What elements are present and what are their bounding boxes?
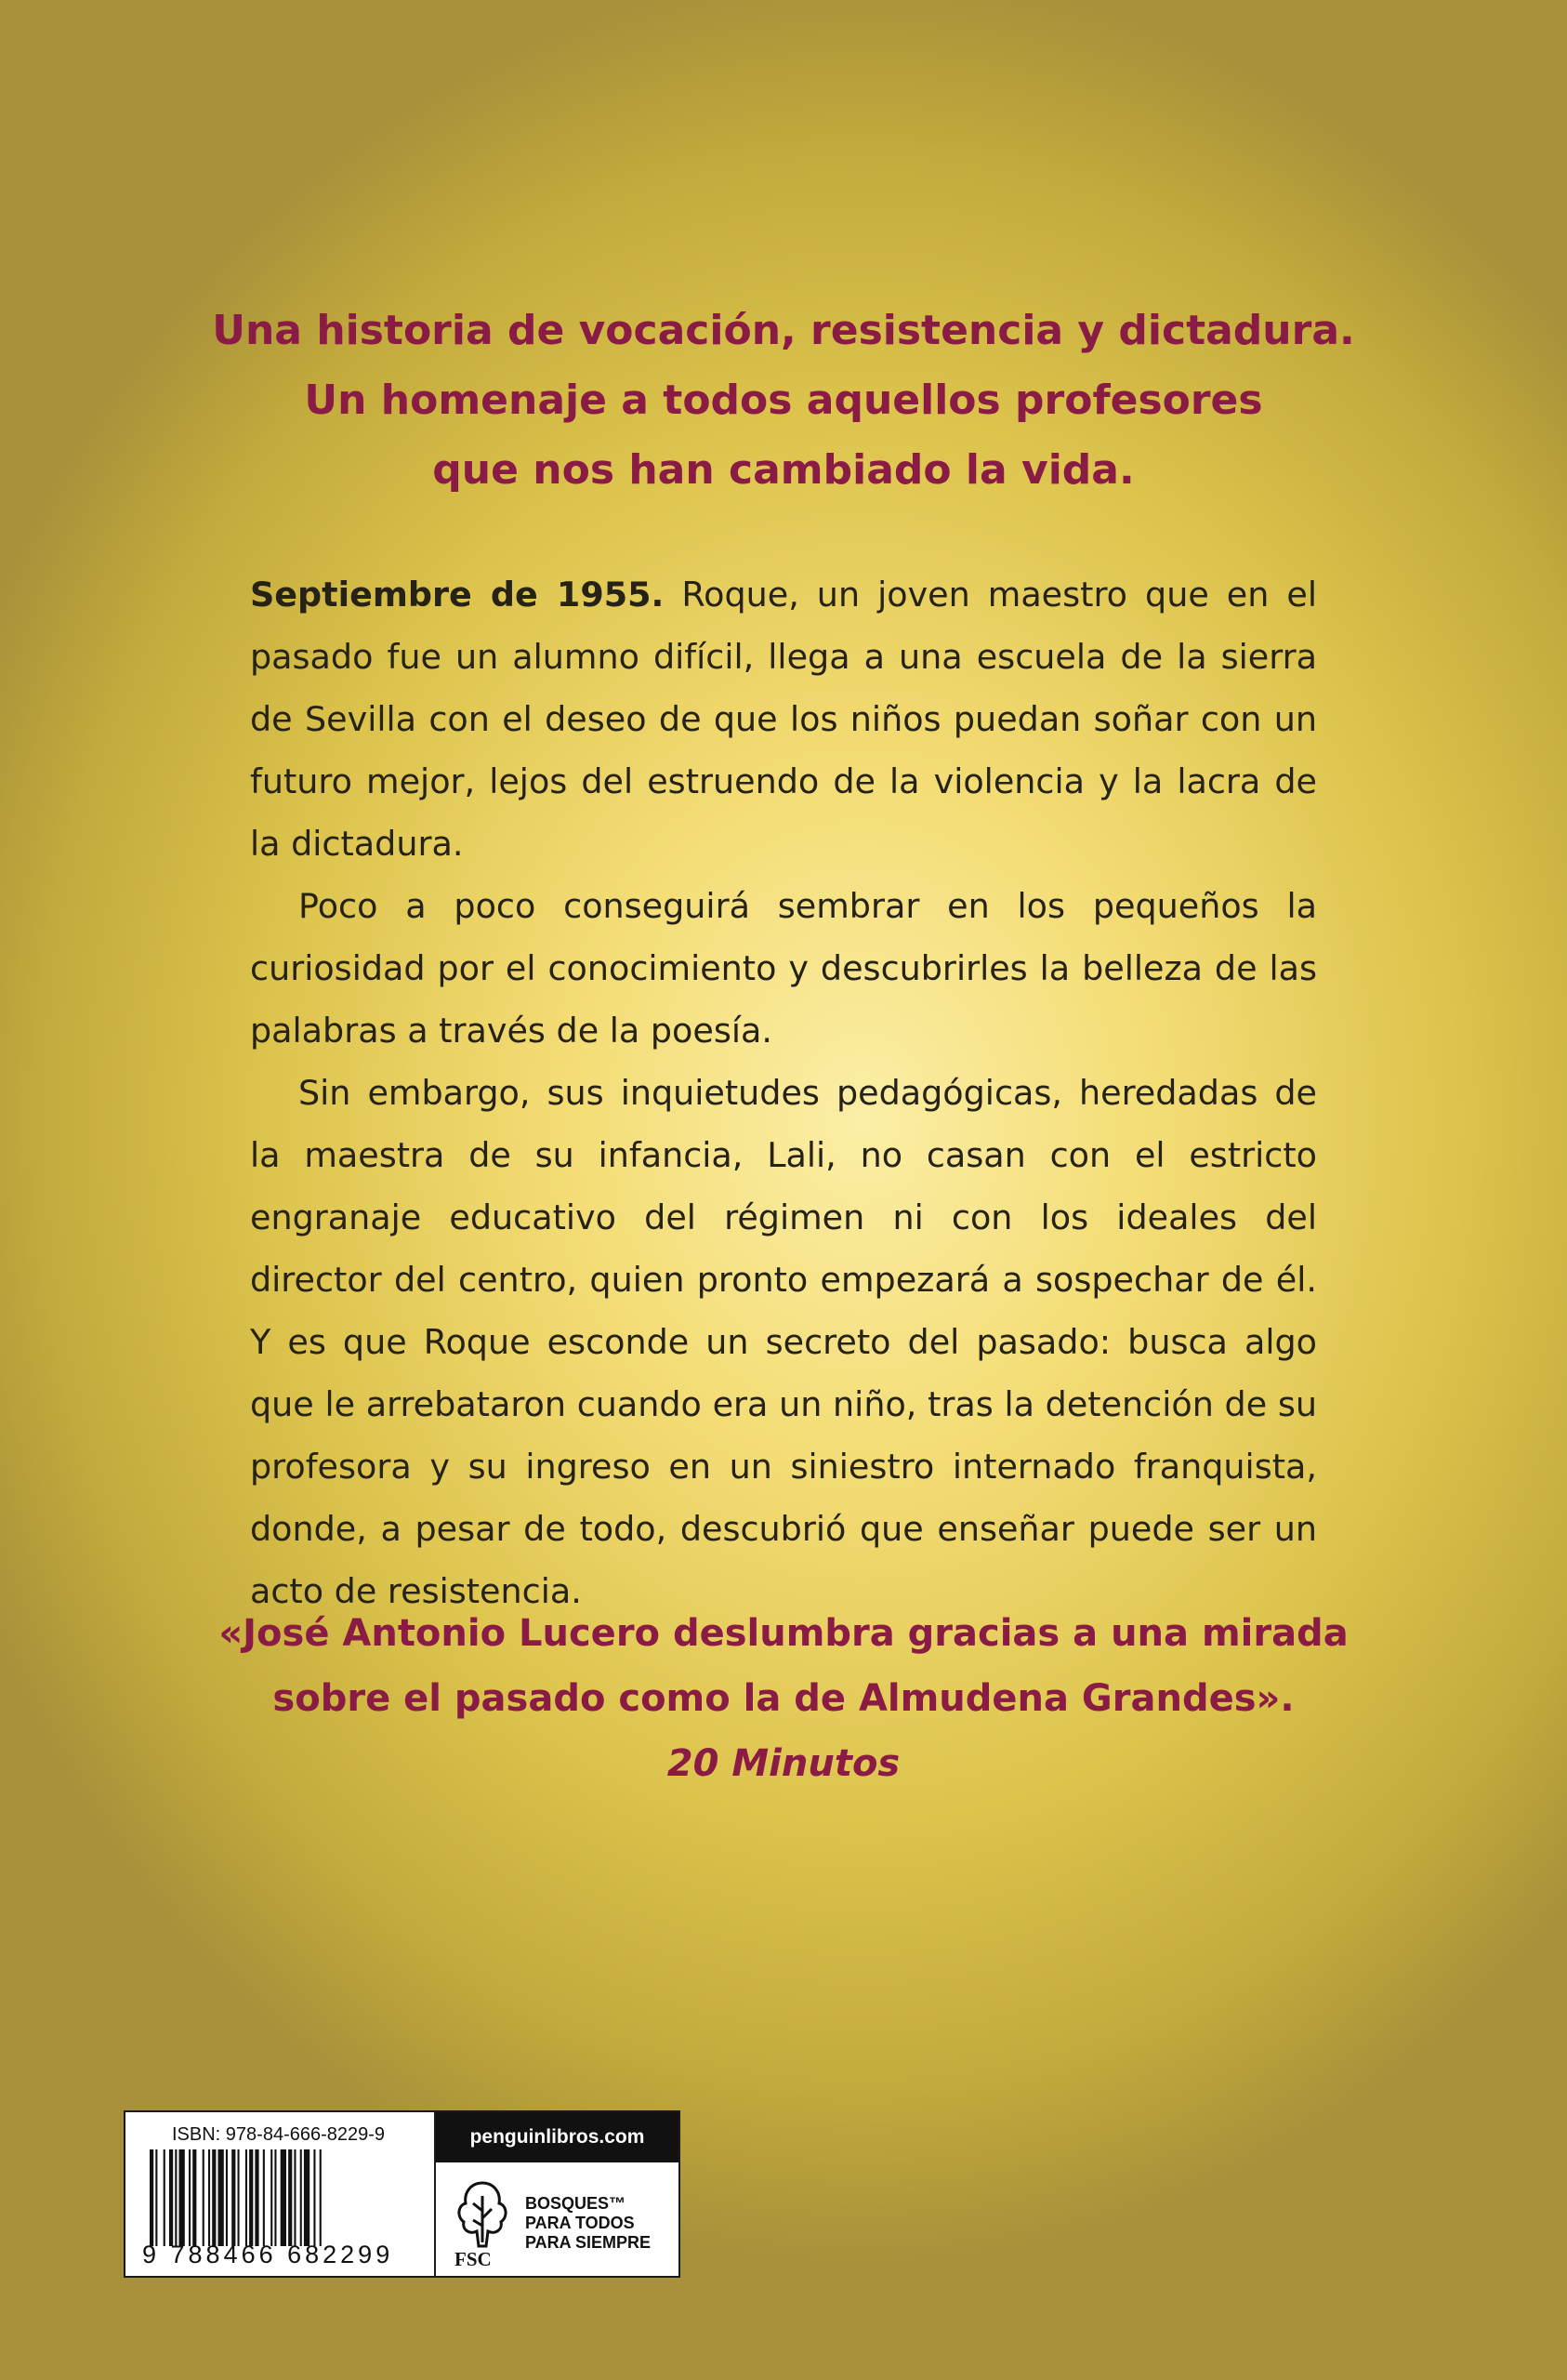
synopsis-paragraph-1-text: Roque, un joven maestro que en el pasado fue un alumno difícil, llega a una escuela de la sierra de Sevilla con el deseo de que los niños puedan soñar con un futuro mejor, lejos del estruendo de la violencia y la lacra de la dictadura.: [250, 575, 1317, 864]
tagline-line-3: que nos han cambiado la vida.: [432, 446, 1135, 494]
publisher-section: [436, 2112, 678, 2276]
barcode-digits: 9 788466 682299: [142, 2241, 394, 2268]
synopsis: [250, 563, 1317, 1622]
tagline-line-2: Un homenaje a todos aquellos profesores: [304, 377, 1263, 424]
tagline: [186, 296, 1381, 505]
synopsis-paragraph-1: [250, 563, 1317, 875]
synopsis-paragraph-2: Poco a poco conseguirá sembrar en los pequeños la curiosidad por el conocimiento y descubrirles la belleza de las palabras a través de la poesía.: [250, 886, 1317, 1051]
fsc-slogan-line-1: BOSQUES™: [525, 2194, 626, 2213]
fsc-slogan: [525, 2194, 651, 2253]
fsc-slogan-line-2: PARA TODOS: [525, 2214, 635, 2232]
publisher-website: penguinlibros.com: [436, 2112, 678, 2162]
isbn-label: ISBN: 978-84-666-8229-9: [172, 2124, 386, 2145]
barcode-icon: [146, 2149, 425, 2246]
synopsis-paragraph-3: Sin embargo, sus inquietudes pedagógicas, heredadas de la maestra de su infancia, Lali, no casan con el estricto engranaje educativo del régimen ni con los ideales del director del centro, quien pronto empezará a sospechar de él. Y es que Roque esconde un secreto del pasado: busca algo que le arrebataron cuando era un niño, tras la detención de su profesora y su ingreso en un siniestro internado franquista, donde, a pesar de todo, descubrió que enseñar puede ser un acto de resistencia.: [250, 1073, 1317, 1611]
quote-source: 20 Minutos: [666, 1742, 901, 1785]
barcode-panel: [124, 2110, 680, 2278]
fsc-tree-icon: [451, 2177, 514, 2252]
fsc-slogan-line-3: PARA SIEMPRE: [525, 2233, 652, 2252]
quote-line-2: sobre el pasado como la de Almudena Grandes».: [272, 1677, 1295, 1720]
review-quote: [186, 1601, 1381, 1796]
quote-line-1: «José Antonio Lucero deslumbra gracias a una mirada: [218, 1612, 1349, 1655]
synopsis-lead: Septiembre de 1955.: [250, 575, 665, 615]
tagline-line-1: Una historia de vocación, resistencia y dictadura.: [212, 307, 1355, 354]
fsc-label: FSC: [454, 2248, 492, 2270]
barcode-section: [125, 2112, 436, 2276]
